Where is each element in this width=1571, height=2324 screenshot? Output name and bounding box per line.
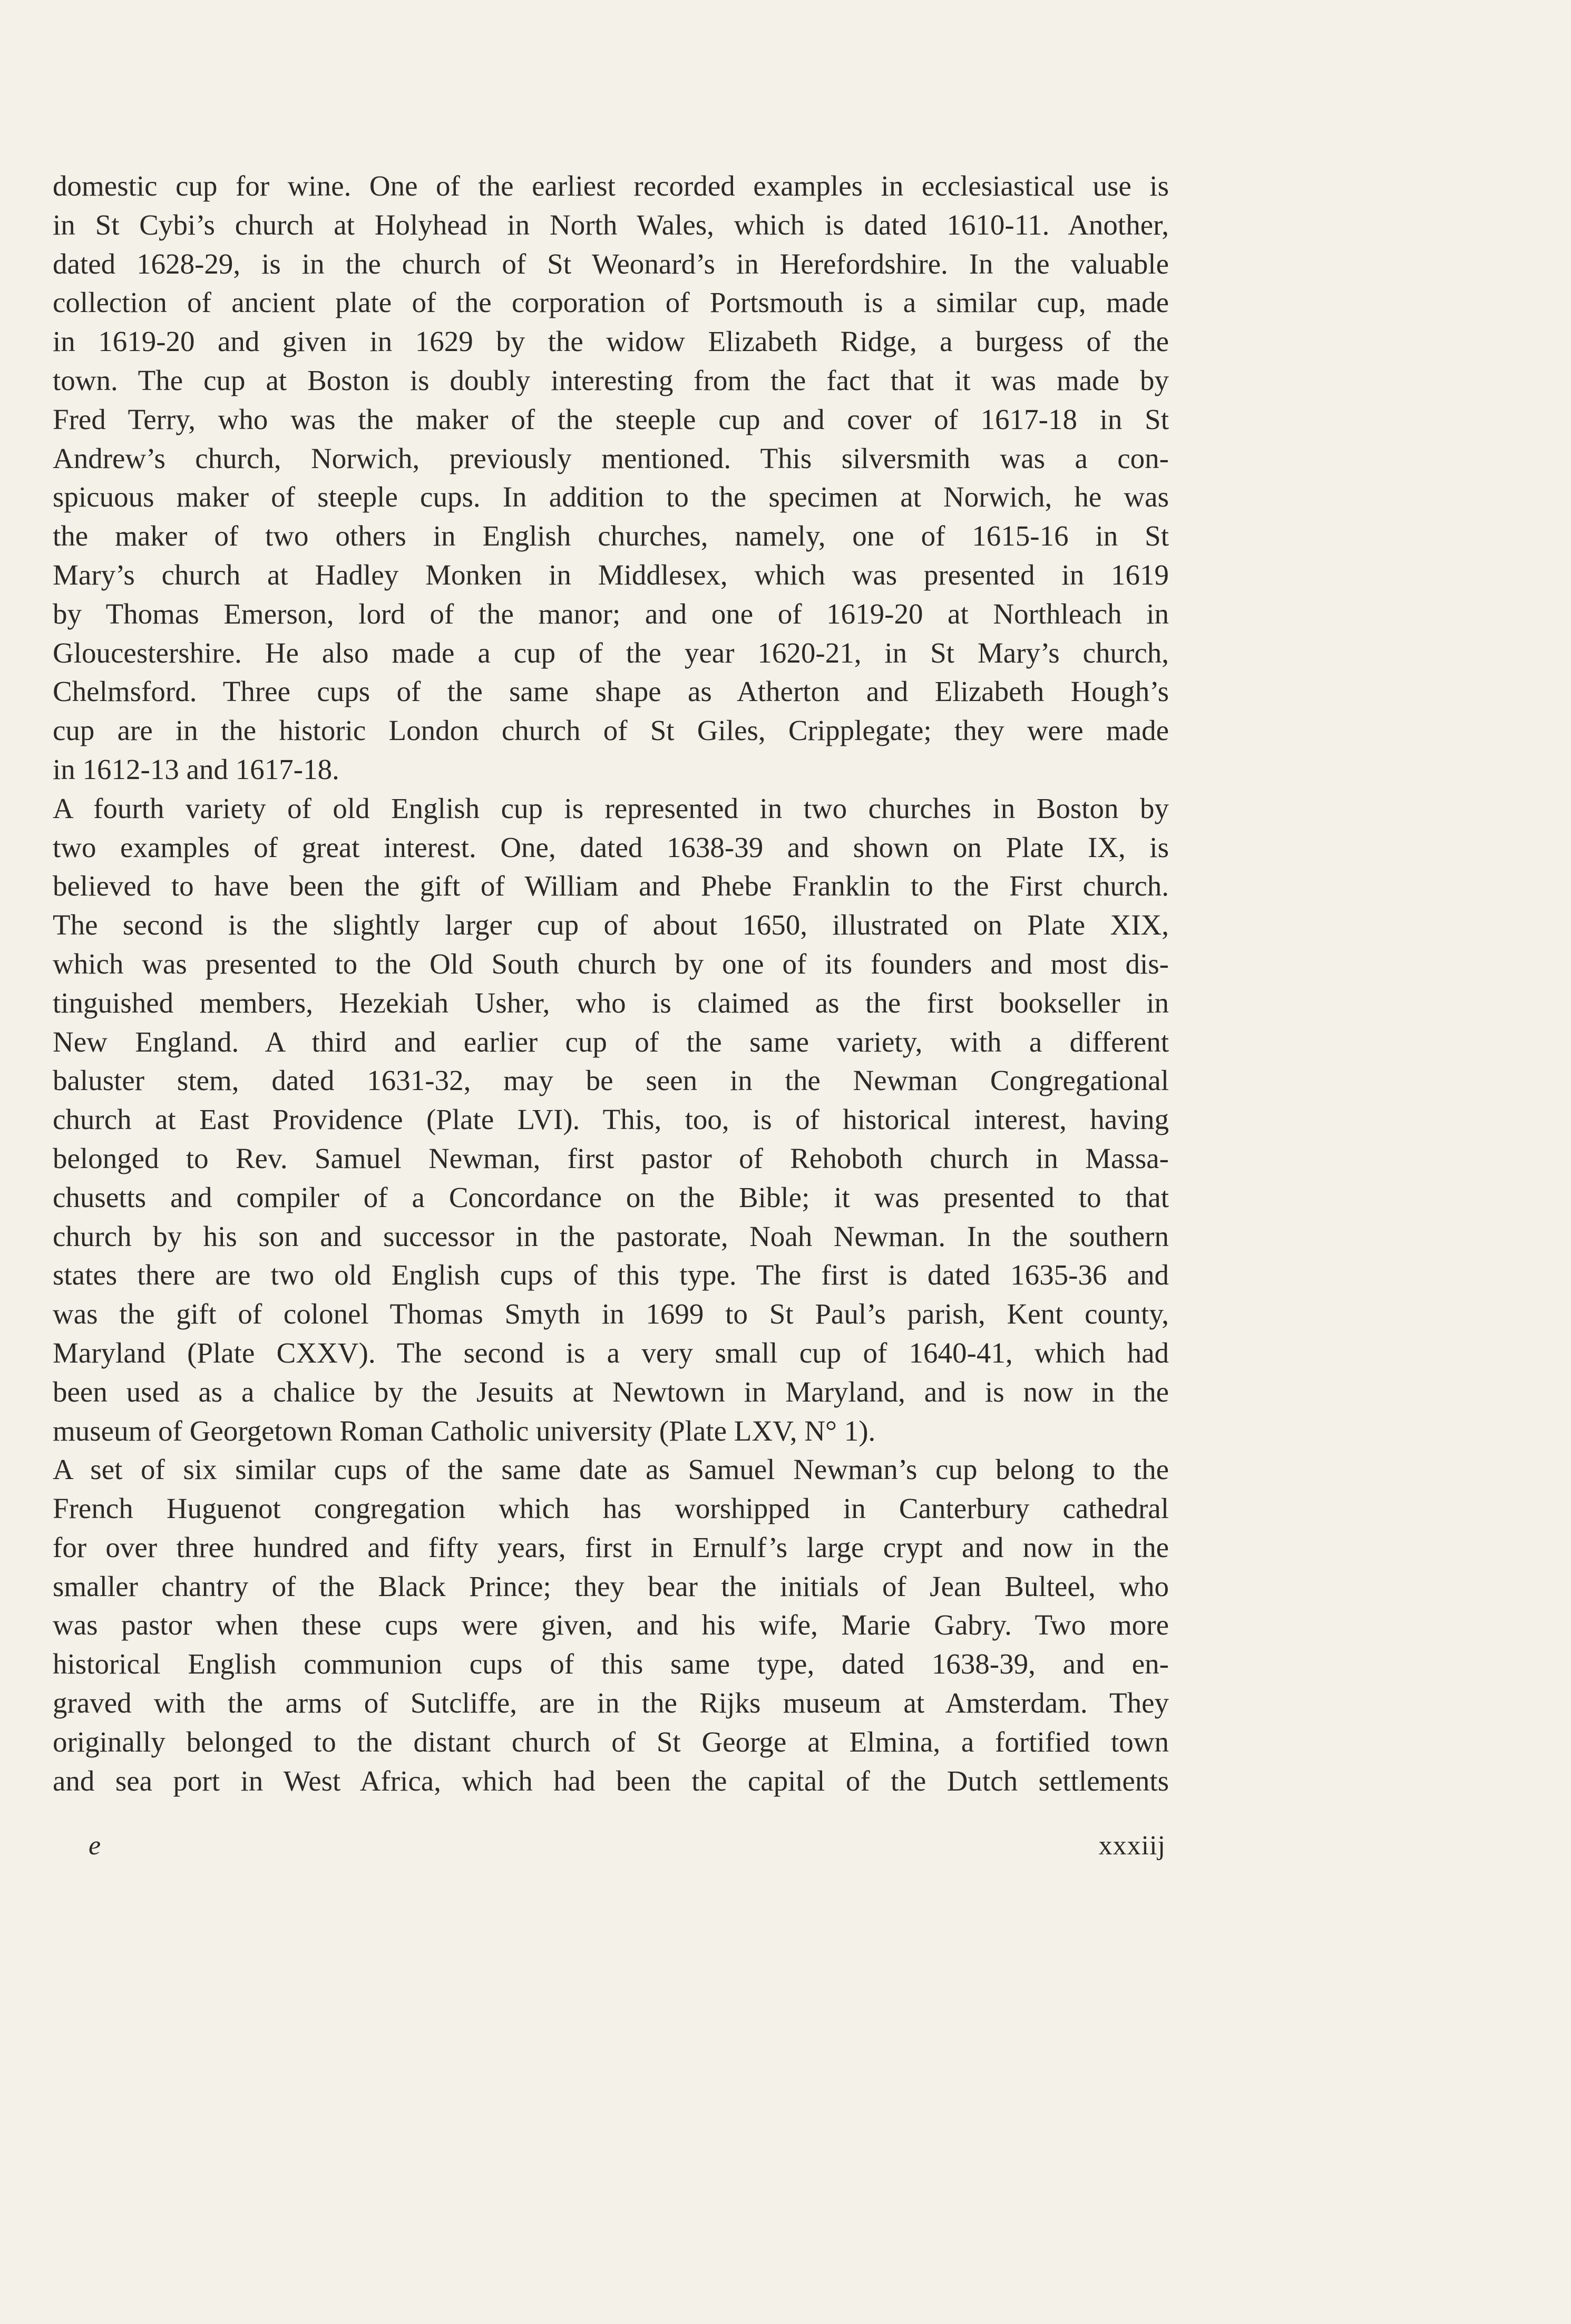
text-line: Maryland (Plate CXXV). The second is a very small cup of 1640-41, which had <box>53 1336 1169 1369</box>
text-line: The second is the slightly larger cup of about 1650, illustrated on Plate XIX, <box>53 909 1169 941</box>
text-line: dated 1628-29, is in the church of St Weonard’s in Herefordshire. In the valuable <box>53 247 1169 280</box>
text-line: Gloucestershire. He also made a cup of the year 1620-21, in St Mary’s church, <box>53 636 1169 669</box>
text-line: town. The cup at Boston is doubly interesting from the fact that it was made by <box>53 364 1169 396</box>
text-line: Fred Terry, who was the maker of the steeple cup and cover of 1617-18 in St <box>53 403 1169 435</box>
text-line: in 1619-20 and given in 1629 by the widow Elizabeth Ridge, a burgess of the <box>53 325 1169 358</box>
text-line: A fourth variety of old English cup is represented in two churches in Boston by <box>53 792 1169 824</box>
text-line: historical English communion cups of this same type, dated 1638-39, and en- <box>53 1648 1169 1680</box>
signature-mark: e <box>89 1831 101 1861</box>
text-line: was the gift of colonel Thomas Smyth in 1699 to St Paul’s parish, Kent county, <box>53 1298 1169 1330</box>
text-line: which was presented to the Old South church by one of its founders and most dis- <box>53 947 1169 980</box>
text-line: museum of Georgetown Roman Catholic university (Plate LXV, N° 1). <box>53 1414 876 1447</box>
text-line: New England. A third and earlier cup of the same variety, with a different <box>53 1025 1169 1058</box>
page-number: xxxiij <box>1098 1831 1166 1861</box>
text-line: states there are two old English cups of this type. The first is dated 1635-36 and <box>53 1259 1169 1291</box>
text-line: for over three hundred and fifty years, first in Ernulf’s large crypt and now in the <box>53 1531 1169 1563</box>
text-line: the maker of two others in English churches, namely, one of 1615-16 in St <box>53 520 1169 552</box>
text-line: collection of ancient plate of the corporation of Portsmouth is a similar cup, made <box>53 286 1169 319</box>
text-line: smaller chantry of the Black Prince; they bear the initials of Jean Bulteel, who <box>53 1570 1169 1602</box>
text-line: was pastor when these cups were given, and his wife, Marie Gabry. Two more <box>53 1609 1169 1641</box>
text-line: in St Cybi’s church at Holyhead in North Wales, which is dated 1610-11. Another, <box>53 208 1169 241</box>
text-line: Mary’s church at Hadley Monken in Middlesex, which was presented in 1619 <box>53 558 1169 591</box>
text-line: graved with the arms of Sutcliffe, are in the Rijks museum at Amsterdam. They <box>53 1687 1169 1719</box>
page-footer <box>53 1830 1169 1867</box>
body-text <box>53 167 1169 1800</box>
text-line: originally belonged to the distant church of St George at Elmina, a fortified town <box>53 1725 1169 1758</box>
text-line: and sea port in West Africa, which had been the capital of the Dutch settlements <box>53 1764 1169 1797</box>
text-line: by Thomas Emerson, lord of the manor; and one of 1619-20 at Northleach in <box>53 597 1169 630</box>
text-line: chusetts and compiler of a Concordance on the Bible; it was presented to that <box>53 1181 1169 1213</box>
text-line: domestic cup for wine. One of the earliest recorded examples in ecclesiastical use is <box>53 170 1169 202</box>
text-line: French Huguenot congregation which has worshipped in Canterbury cathedral <box>53 1492 1169 1525</box>
text-line: been used as a chalice by the Jesuits at Newtown in Maryland, and is now in the <box>53 1375 1169 1408</box>
text-line: two examples of great interest. One, dated 1638-39 and shown on Plate IX, is <box>53 831 1169 863</box>
text-line: baluster stem, dated 1631-32, may be seen in the Newman Congregational <box>53 1064 1169 1097</box>
text-line: church by his son and successor in the pastorate, Noah Newman. In the southern <box>53 1220 1169 1252</box>
text-line: Chelmsford. Three cups of the same shape as Atherton and Elizabeth Hough’s <box>53 675 1169 708</box>
text-line: believed to have been the gift of William and Phebe Franklin to the First church. <box>53 870 1169 902</box>
text-line: tinguished members, Hezekiah Usher, who is claimed as the first bookseller in <box>53 986 1169 1019</box>
text-line: cup are in the historic London church of St Giles, Cripplegate; they were made <box>53 714 1169 747</box>
text-line: Andrew’s church, Norwich, previously mentioned. This silversmith was a con- <box>53 442 1169 474</box>
text-line: church at East Providence (Plate LVI). This, too, is of historical interest, having <box>53 1103 1169 1136</box>
text-line: spicuous maker of steeple cups. In addition to the specimen at Norwich, he was <box>53 481 1169 513</box>
text-line: in 1612-13 and 1617-18. <box>53 753 339 785</box>
text-line: A set of six similar cups of the same date as Samuel Newman’s cup belong to the <box>53 1453 1169 1486</box>
text-line: belonged to Rev. Samuel Newman, first pastor of Rehoboth church in Massa- <box>53 1142 1169 1174</box>
